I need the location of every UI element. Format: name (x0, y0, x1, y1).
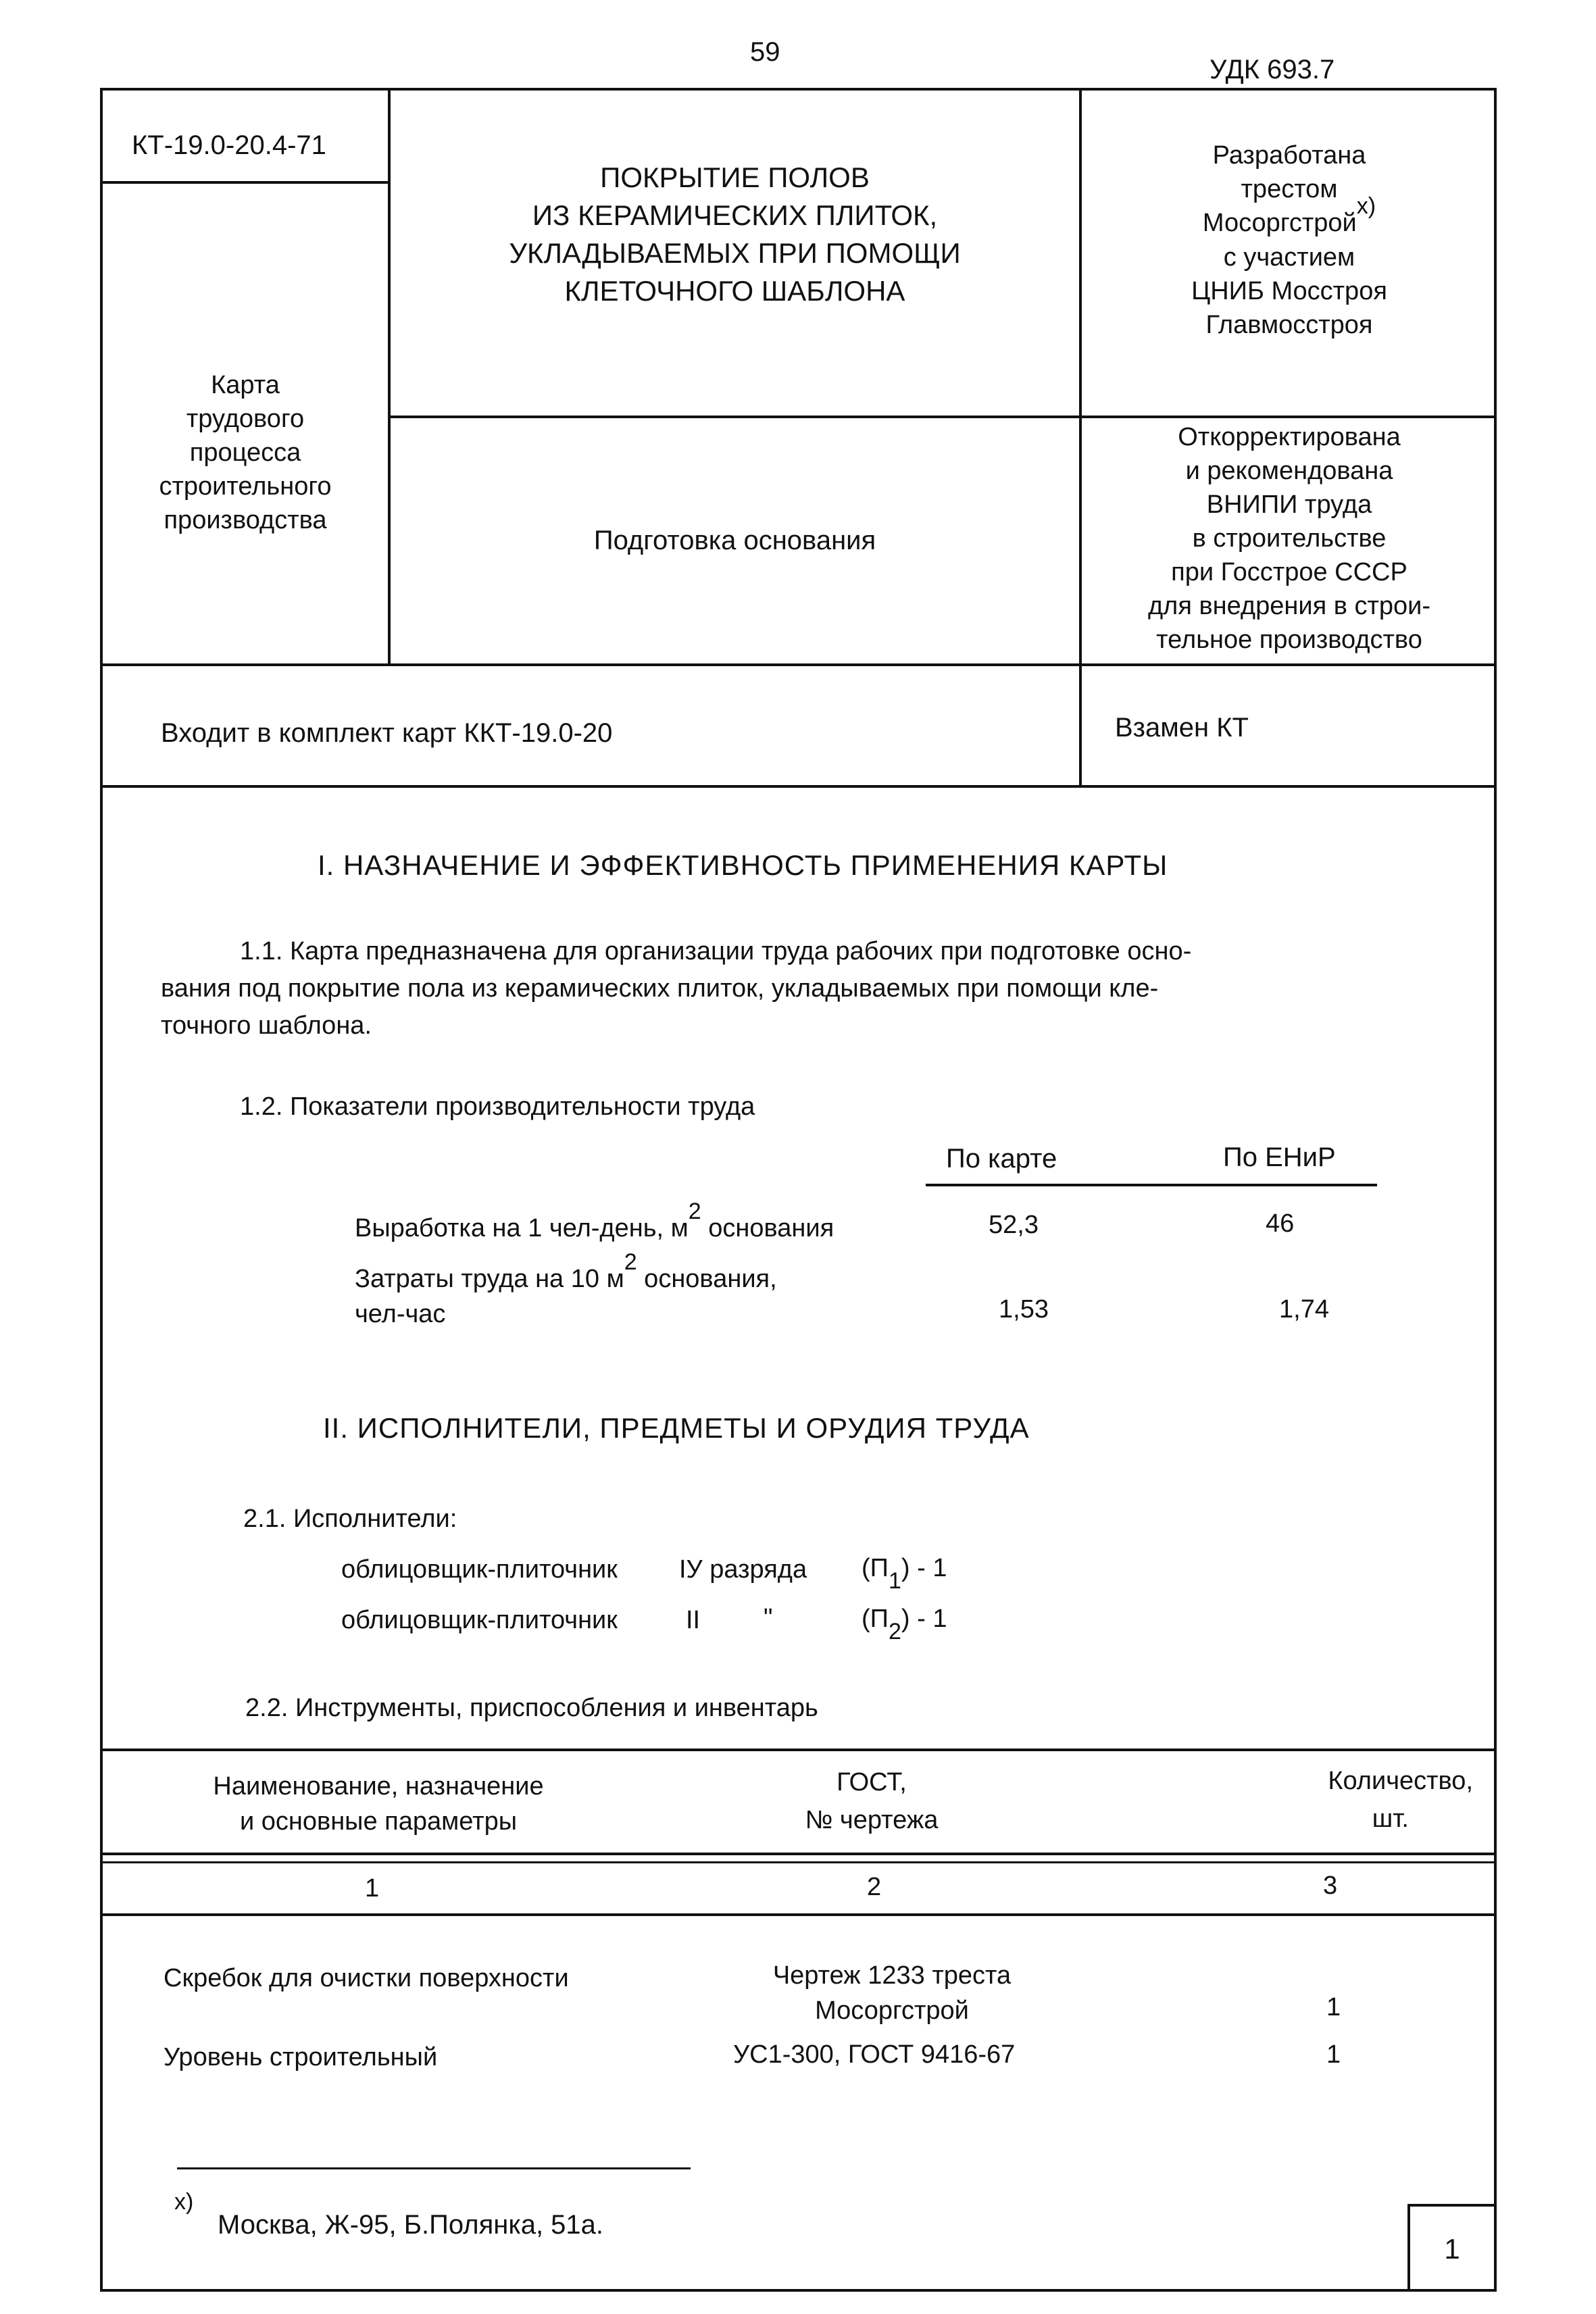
worker-1-grade: IУ разряда (679, 1555, 807, 1584)
tools-table-top (100, 1749, 1497, 1751)
labor-label-text: Затраты труда на 10 м (355, 1265, 624, 1293)
tools-header-qty (1216, 1762, 1473, 1838)
developer-line: трестом (1241, 175, 1338, 203)
footnote-rule (177, 2167, 691, 2169)
tool-row-gost: УС1-300, ГОСТ 9416-67 (733, 2040, 1016, 2069)
unit-exponent: 2 (624, 1249, 637, 1275)
card-type-line: процесса (189, 438, 301, 467)
col-header-card: По карте (946, 1144, 1057, 1174)
worker-code-text: ) - 1 (901, 1554, 947, 1582)
labor-enir-value: 1,74 (1279, 1295, 1329, 1324)
tools-header-name (135, 1769, 622, 1839)
worker-2-ditto: " (764, 1604, 773, 1632)
column-number: 1 (365, 1874, 380, 1903)
output-row-label (355, 1199, 834, 1245)
output-enir-value: 46 (1266, 1209, 1295, 1238)
tools-header-double-rule (100, 1861, 1497, 1863)
corrected-line: Откорректирована (1178, 423, 1401, 451)
header-line: Количество, (1328, 1767, 1473, 1795)
tools-header-bottom (100, 1853, 1497, 1855)
productivity-header-rule (926, 1184, 1377, 1186)
paragraph-1-1-line: точного шаблона. (161, 1011, 372, 1040)
tools-number-row-bottom (100, 1913, 1497, 1916)
title-row-bottom (388, 416, 1497, 418)
gost-line: Мосоргстрой (815, 1996, 969, 2025)
udk-code: УДК 693.7 (1210, 55, 1335, 84)
gost-line: Чертеж 1233 треста (772, 1961, 1012, 1990)
worker-2-code (862, 1603, 947, 1644)
tool-row-qty: 1 (1326, 1993, 1341, 2021)
paragraph-1-1-line: 1.1. Карта предназначена для организации труда рабочих при подготовке осно- (240, 937, 1192, 965)
tool-row-name: Скребок для очистки поверхности (164, 1964, 569, 1992)
section-1-heading: I. НАЗНАЧЕНИЕ И ЭФФЕКТИВНОСТЬ ПРИМЕНЕНИЯ КАРТЫ (318, 849, 1168, 881)
set-row-bottom (100, 785, 1497, 788)
corrected-line: при Госстрое СССР (1171, 558, 1407, 586)
output-label-text: основания (701, 1214, 834, 1242)
code-cell-bottom (100, 181, 389, 184)
card-code: КТ-19.0-20.4-71 (132, 130, 326, 160)
labor-card-value: 1,53 (999, 1295, 1049, 1324)
document-title (391, 159, 1079, 310)
worker-2-grade: II (686, 1606, 701, 1634)
card-type-line: строительного (159, 472, 332, 501)
worker-code-index: 2 (888, 1619, 901, 1644)
worker-code-text: (П (862, 1554, 889, 1582)
section-2-heading: II. ИСПОЛНИТЕЛИ, ПРЕДМЕТЫ И ОРУДИЯ ТРУДА (323, 1412, 1030, 1444)
output-label-text: Выработка на 1 чел-день, м (355, 1214, 689, 1242)
tool-row-name: Уровень строительный (164, 2043, 438, 2071)
page-number: 59 (750, 37, 780, 67)
labor-row-label (355, 1249, 777, 1296)
card-type-block (103, 368, 388, 537)
corrected-line: в строительстве (1192, 524, 1387, 553)
header-line: ГОСТ, (837, 1768, 907, 1796)
developer-line: Главмосстроя (1205, 311, 1373, 339)
header-row-bottom (100, 663, 1497, 666)
labor-label-text: основания, (637, 1265, 777, 1293)
tools-header-gost (730, 1763, 1014, 1839)
worker-1-code (862, 1553, 947, 1594)
output-card-value: 52,3 (989, 1211, 1039, 1239)
paragraph-1-2: 1.2. Показатели производительности труда (240, 1092, 755, 1121)
card-type-line: трудового (186, 405, 305, 433)
footnote-text: Москва, Ж-95, Б.Полянка, 51а. (218, 2210, 604, 2240)
paragraph-1-1-line: вания под покрытие пола из керамических плиток, укладываемых при помощи кле- (161, 974, 1159, 1003)
corrected-block (1082, 420, 1497, 657)
worker-code-index: 1 (888, 1568, 901, 1594)
column-number: 3 (1323, 1871, 1338, 1900)
card-type-line: Карта (211, 371, 280, 399)
unit-exponent: 2 (688, 1199, 701, 1224)
footnote-mark: x) (174, 2189, 194, 2215)
tool-row-qty: 1 (1326, 2040, 1341, 2069)
footnote-mark: x) (1356, 193, 1376, 219)
header-line: Наименование, назначение (213, 1772, 544, 1801)
paragraph-2-2: 2.2. Инструменты, приспособления и инвентарь (245, 1694, 818, 1722)
worker-code-text: ) - 1 (901, 1605, 947, 1633)
column-number: 2 (867, 1873, 882, 1901)
corrected-line: тельное производство (1156, 626, 1422, 654)
title-line: ПОКРЫТИЕ ПОЛОВ (600, 161, 870, 193)
card-set-text: Входит в комплект карт ККТ-19.0-20 (161, 718, 613, 748)
corrected-line: для внедрения в строи- (1147, 592, 1431, 620)
card-type-line: производства (164, 506, 327, 534)
worker-2-name: облицовщик-плиточник (341, 1606, 618, 1634)
title-line: КЛЕТОЧНОГО ШАБЛОНА (564, 275, 905, 307)
corrected-line: и рекомендована (1185, 457, 1393, 485)
paragraph-2-1: 2.1. Исполнители: (243, 1505, 457, 1533)
worker-code-text: (П (862, 1605, 889, 1633)
header-line: и основные параметры (239, 1807, 518, 1836)
developer-line: Разработана (1212, 141, 1366, 170)
developer-line: с участием (1223, 243, 1355, 272)
sheet-number: 1 (1444, 2233, 1460, 2265)
replaces-text: Взамен КТ (1115, 713, 1249, 743)
corrected-line: ВНИПИ труда (1206, 491, 1372, 519)
title-line: УКЛАДЫВАЕМЫХ ПРИ ПОМОЩИ (509, 237, 961, 269)
document-subtitle: Подготовка основания (593, 526, 876, 555)
developer-line: ЦНИБ Мосстроя (1191, 277, 1387, 305)
worker-1-name: облицовщик-плиточник (341, 1555, 618, 1584)
header-line: шт. (1372, 1805, 1409, 1833)
tool-row-gost (716, 1958, 1068, 2028)
col-header-enir: По ЕНиР (1223, 1142, 1336, 1172)
labor-row-unit: чел-час (355, 1300, 446, 1328)
developer-block (1082, 139, 1497, 342)
header-line: № чертежа (805, 1806, 939, 1834)
title-line: ИЗ КЕРАМИЧЕСКИХ ПЛИТОК, (532, 199, 938, 231)
developer-org: Мосоргстрой (1202, 209, 1357, 237)
developer-line (1082, 193, 1497, 241)
